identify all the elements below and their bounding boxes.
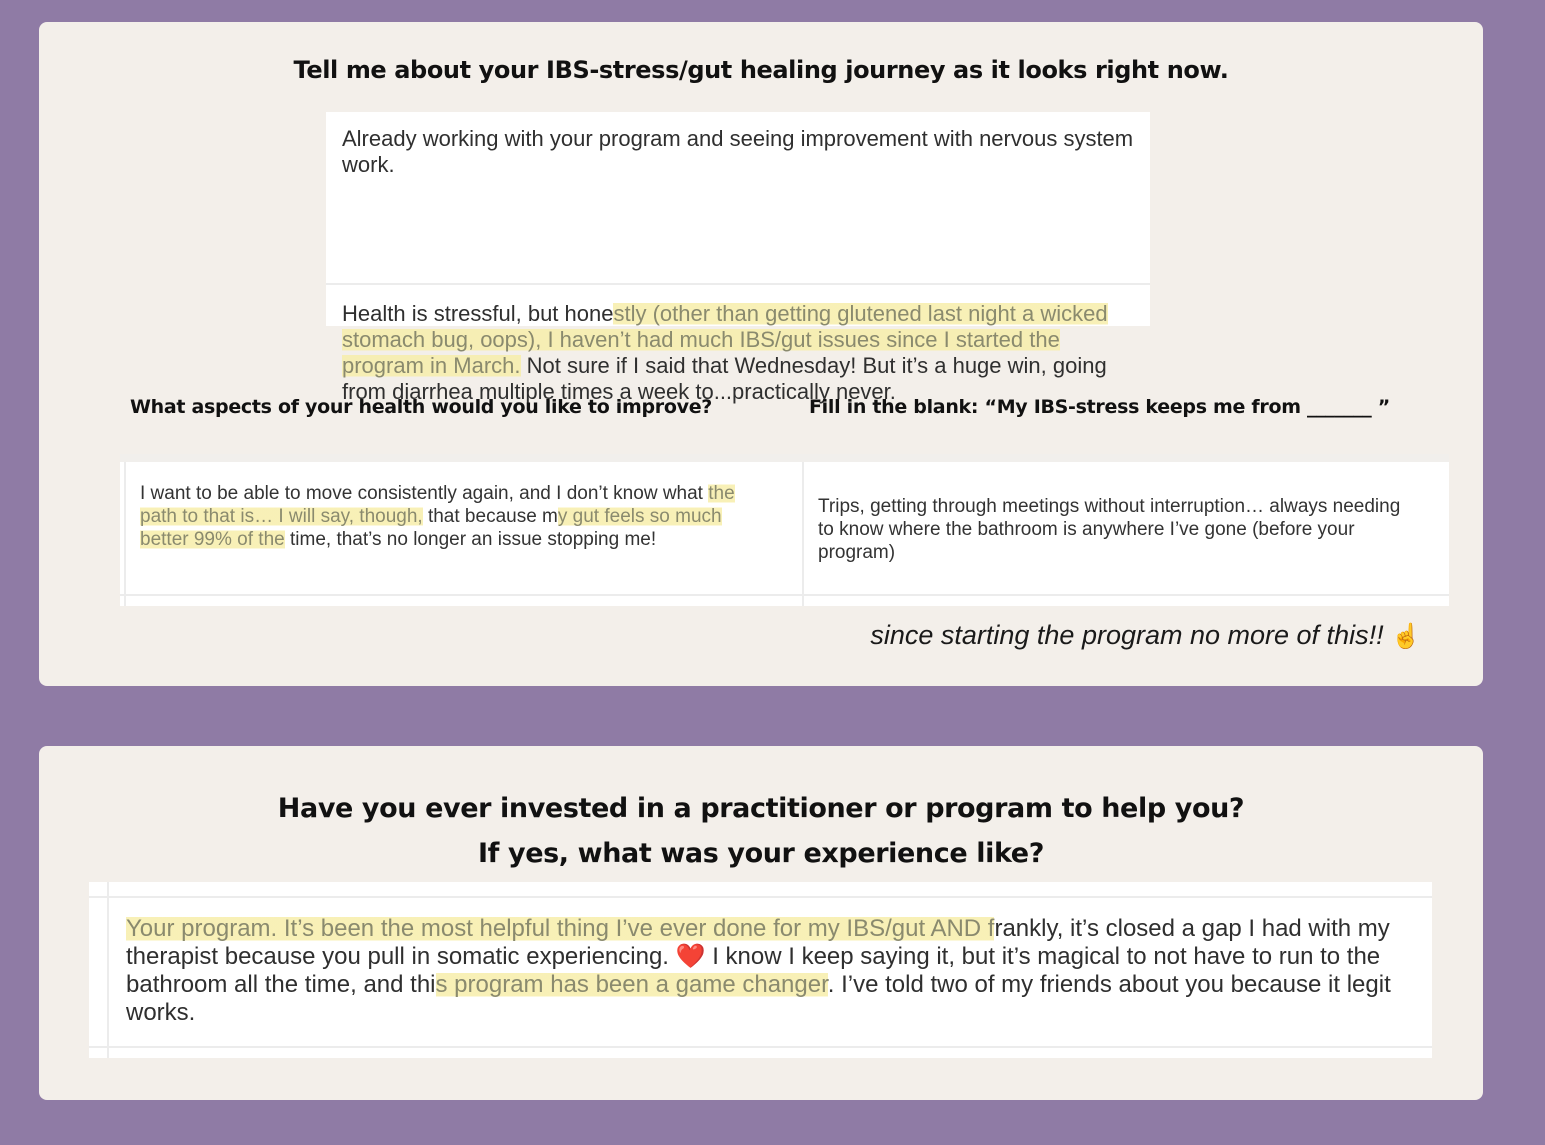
experience-question-line-1: Have you ever invested in a practitioner or program to help you? <box>277 793 1245 824</box>
fill-blank-question: Fill in the blank: “My IBS-stress keeps me from _______ ” <box>809 396 1390 418</box>
experience-answer-box <box>89 882 1432 1058</box>
row-divider <box>326 283 1150 285</box>
journey-answer-2 <box>326 301 1150 405</box>
experience-question-line-2: If yes, what was your experience like? <box>478 838 1044 869</box>
pointing-up-hand-icon: ☝ <box>1391 623 1421 650</box>
answer-text: that because m <box>422 506 558 527</box>
highlighted-text: stly (other than getting glutened last night a wicked stomach bug, oops), I haven’t had much IBS/gut issues since I started the program in March. <box>342 301 1108 378</box>
answers-table <box>120 454 1449 606</box>
highlighted-text: Your program. It’s been the most helpful thing I’ve ever done for my IBS/gut AND f <box>126 915 995 942</box>
answer-text: I know I keep saying it, but it’s magical to not have to run to the bathroom all the time, and thi <box>126 943 1381 998</box>
experience-card <box>39 746 1483 1100</box>
table-divider <box>120 594 1449 596</box>
program-note <box>870 620 1421 651</box>
fill-blank-answer: Trips, getting through meetings without interruption… always needing to know where the bathroom is anywhere I’ve gone (before your program) <box>818 496 1401 563</box>
experience-answer <box>126 915 1396 1027</box>
experience-question <box>39 786 1483 876</box>
column-divider <box>802 462 804 606</box>
answer-text: Health is stressful, but hone <box>342 301 614 326</box>
health-improve-question: What aspects of your health would you like to improve? <box>130 396 713 418</box>
answer-text: . I’ve told two of my friends about you because it legit works. <box>126 971 1391 1026</box>
journey-answer-box <box>326 112 1150 404</box>
heart-icon: ❤️ <box>675 943 706 970</box>
answer-text: I want to be able to move consistently again, and I don’t know what <box>140 483 709 504</box>
table-header-bar <box>89 882 1432 898</box>
table-divider <box>89 1046 1432 1048</box>
journey-answer-1: Already working with your program and seeing improvement with nervous system work. <box>342 126 1134 177</box>
journey-card <box>39 22 1483 686</box>
highlighted-text: the path to that is… I will say, though, <box>140 483 735 527</box>
table-divider <box>124 462 126 606</box>
highlighted-text: s program has been a game changer <box>435 971 828 998</box>
answer-text: rankly, it’s closed a gap I had with my therapist because you pull in somatic experiencing. <box>126 915 1390 970</box>
health-improve-answer <box>140 482 760 551</box>
answer-text: Not sure if I said that Wednesday! But it’s a huge win, going from diarrhea multiple times a week to...practically never. <box>342 353 1107 404</box>
journey-question: Tell me about your IBS-stress/gut healing journey as it looks right now. <box>293 56 1229 84</box>
table-divider <box>107 882 109 1058</box>
answer-text: time, that’s no longer an issue stopping me! <box>284 529 657 550</box>
highlighted-text: y gut feels so much better 99% of the <box>140 506 722 550</box>
note-text: since starting the program no more of this!! <box>870 620 1384 650</box>
